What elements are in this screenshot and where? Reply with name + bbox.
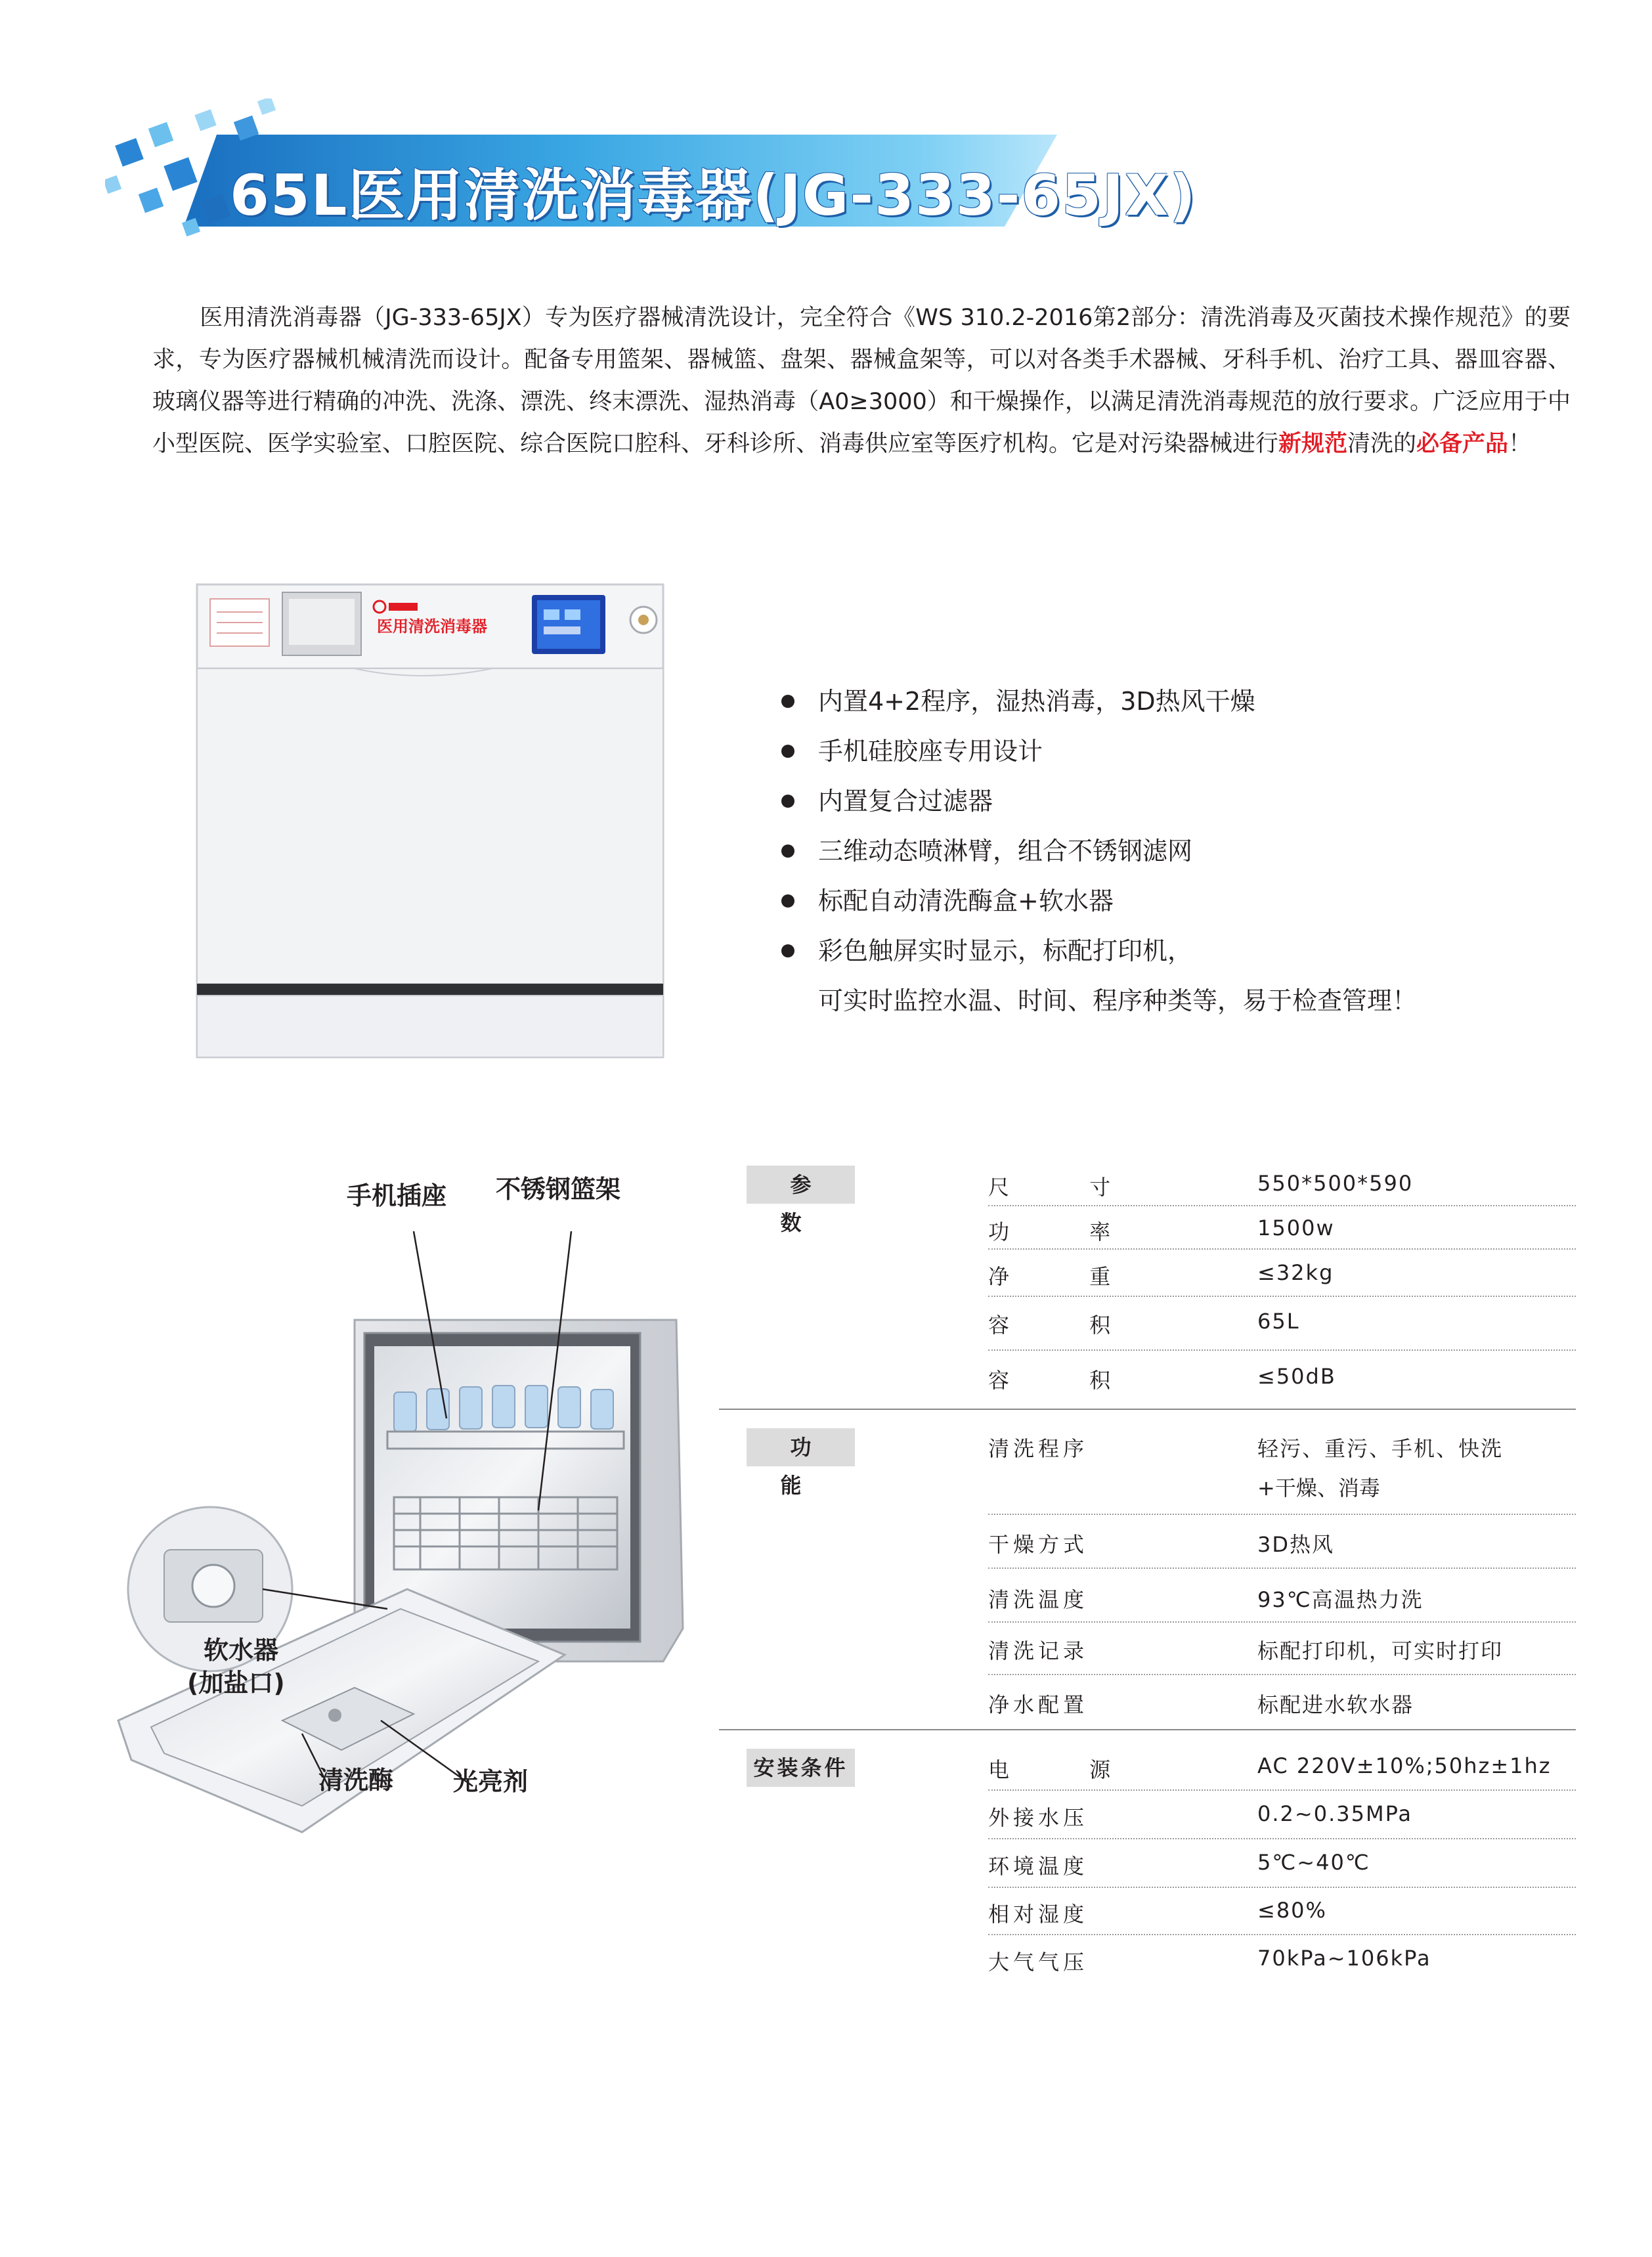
callout-enzyme: 清洗酶: [318, 1766, 394, 1795]
feature-text: 内置复合过滤器: [818, 787, 993, 816]
section-divider: [719, 1729, 1576, 1730]
bullet-icon: [781, 695, 794, 708]
spec-value: 标配进水软水器: [1257, 1692, 1414, 1717]
spec-category-params: 参 数: [747, 1166, 855, 1204]
divider: [988, 1674, 1576, 1675]
spec-row: [988, 1216, 1576, 1248]
callout-salt-port: (加盐口): [187, 1669, 285, 1698]
spec-value: 550*500*590: [1257, 1171, 1414, 1196]
feature-item: [781, 676, 1569, 726]
spec-label: 干燥方式: [988, 1532, 1089, 1557]
spec-label: 相对湿度: [988, 1902, 1089, 1927]
spec-value: 65L: [1257, 1309, 1300, 1334]
spec-value: ≤50dB: [1257, 1364, 1336, 1389]
spec-category-functions: 功 能: [747, 1428, 855, 1466]
spec-value: 70kPa~106kPa: [1257, 1946, 1431, 1971]
divider: [988, 1296, 1576, 1297]
divider: [988, 1934, 1576, 1935]
washer-brand-label: 医用清洗消毒器: [377, 617, 487, 636]
spec-table: [719, 1166, 1576, 2019]
spec-row: [988, 1634, 1576, 1667]
divider: [988, 1838, 1576, 1839]
washer-open-illustration: [105, 1156, 709, 1839]
feature-subtext: 可实时监控水温、时间、程序种类等，易于检查管理！: [818, 986, 1418, 1015]
bullet-icon: [781, 844, 794, 858]
feature-item: [781, 726, 1569, 776]
bullet-icon: [781, 894, 794, 908]
callout-softener: 软水器: [204, 1636, 279, 1665]
divider: [988, 1567, 1576, 1569]
spec-label: 尺 寸: [988, 1175, 1148, 1200]
spec-label: 外接水压: [988, 1805, 1089, 1830]
feature-item: [781, 926, 1569, 1026]
divider: [988, 1514, 1576, 1515]
spec-label: 净水配置: [988, 1692, 1089, 1717]
spec-label: 容 积: [988, 1313, 1148, 1338]
feature-item: [781, 876, 1569, 926]
feature-text: 标配自动清洗酶盒+软水器: [818, 887, 1114, 915]
spec-label: 环境温度: [988, 1854, 1089, 1879]
product-open-image: [105, 1156, 709, 1839]
intro-highlight-new-standard: 新规范: [1278, 431, 1348, 457]
spec-value: 93℃高温热力洗: [1257, 1587, 1424, 1612]
page-header: [105, 99, 1197, 250]
spec-row: [988, 1753, 1576, 1786]
divider: [988, 1789, 1576, 1791]
spec-value-continued: +干燥、消毒: [1257, 1476, 1380, 1501]
feature-item: [781, 826, 1569, 876]
bullet-icon: [781, 944, 794, 957]
feature-text: 内置4+2程序，湿热消毒，3D热风干燥: [818, 687, 1255, 716]
feature-text: 手机硅胶座专用设计: [818, 737, 1043, 766]
spec-category-install: 安装条件: [747, 1749, 855, 1787]
spec-row: [988, 1528, 1576, 1561]
spec-row: [988, 1801, 1576, 1834]
spec-value: 0.2~0.35MPa: [1257, 1801, 1413, 1826]
feature-list: [781, 676, 1569, 1026]
spec-label: 大气气压: [988, 1950, 1089, 1975]
spec-row: [988, 1850, 1576, 1883]
spec-row: [988, 1309, 1576, 1342]
feature-text: 三维动态喷淋臂，组合不锈钢滤网: [818, 837, 1193, 866]
intro-paragraph: [152, 297, 1571, 465]
callout-rinse-aid: 光亮剂: [453, 1767, 529, 1796]
spec-value: 轻污、重污、手机、快洗: [1257, 1436, 1504, 1461]
bullet-icon: [781, 745, 794, 758]
spec-value: 5℃~40℃: [1257, 1850, 1370, 1875]
intro-text-mid: 清洗的: [1347, 431, 1417, 457]
spec-value: 标配打印机，可实时打印: [1257, 1638, 1504, 1663]
section-divider: [719, 1409, 1576, 1410]
page-title: 65L医用清洗消毒器(JG-333-65JX): [230, 163, 1197, 229]
spec-label: 容 积: [988, 1368, 1148, 1393]
spec-row: [988, 1260, 1576, 1293]
divider: [988, 1248, 1576, 1250]
spec-label: 净 重: [988, 1264, 1148, 1289]
intro-highlight-essential: 必备产品: [1416, 431, 1509, 457]
divider: [988, 1887, 1576, 1888]
feature-text: 彩色触屏实时显示，标配打印机，: [818, 936, 1193, 965]
spec-row: [988, 1946, 1576, 1979]
callout-handpiece-socket: 手机插座: [347, 1181, 447, 1210]
feature-item: [781, 776, 1569, 826]
spec-row: [988, 1171, 1576, 1204]
divider: [988, 1205, 1576, 1206]
spec-label: 功 率: [988, 1219, 1148, 1244]
spec-label: 电 源: [988, 1757, 1148, 1782]
spec-value: AC 220V±10%;50hz±1hz: [1257, 1753, 1552, 1778]
spec-value: 3D热风: [1257, 1532, 1335, 1557]
product-front-image: [190, 578, 676, 1064]
washer-front-illustration: [190, 578, 676, 1064]
divider: [988, 1621, 1576, 1623]
bullet-icon: [781, 795, 794, 808]
spec-value: 1500w: [1257, 1216, 1335, 1240]
intro-text: 医用清洗消毒器（JG-333-65JX）专为医疗器械清洗设计，完全符合《WS 310.2-2016第2部分：清洗消毒及灭菌技术操作规范》的要求，专为医疗器械机械清洗而设计。配备专用篮架、器械篮、盘架、器械盒架等，可以对各类手术器械、牙科手机、治疗工具、器皿容器、玻璃仪器等进行精确的冲洗、洗涤、漂洗、终末漂洗、湿热消毒（A0≥3000）和干燥操作，以满足清洗消毒规范的放行要求。广泛应用于中小型医院、医学实验室、口腔医院、综合医院口腔科、牙科诊所、消毒供应室等医疗机构。它是对污染器械进行: [152, 305, 1571, 457]
divider: [988, 1349, 1576, 1351]
spec-value: ≤32kg: [1257, 1260, 1334, 1285]
callout-steel-rack: 不锈钢篮架: [496, 1175, 621, 1204]
spec-row: [988, 1688, 1576, 1721]
spec-label: 清洗程序: [988, 1436, 1089, 1461]
spec-row: [988, 1432, 1576, 1504]
spec-value: ≤80%: [1257, 1898, 1327, 1923]
intro-text-end: ！: [1508, 431, 1532, 457]
spec-label: 清洗温度: [988, 1587, 1089, 1612]
spec-label: 清洗记录: [988, 1638, 1089, 1663]
spec-row: [988, 1583, 1576, 1616]
spec-row: [988, 1898, 1576, 1931]
spec-row: [988, 1364, 1576, 1397]
